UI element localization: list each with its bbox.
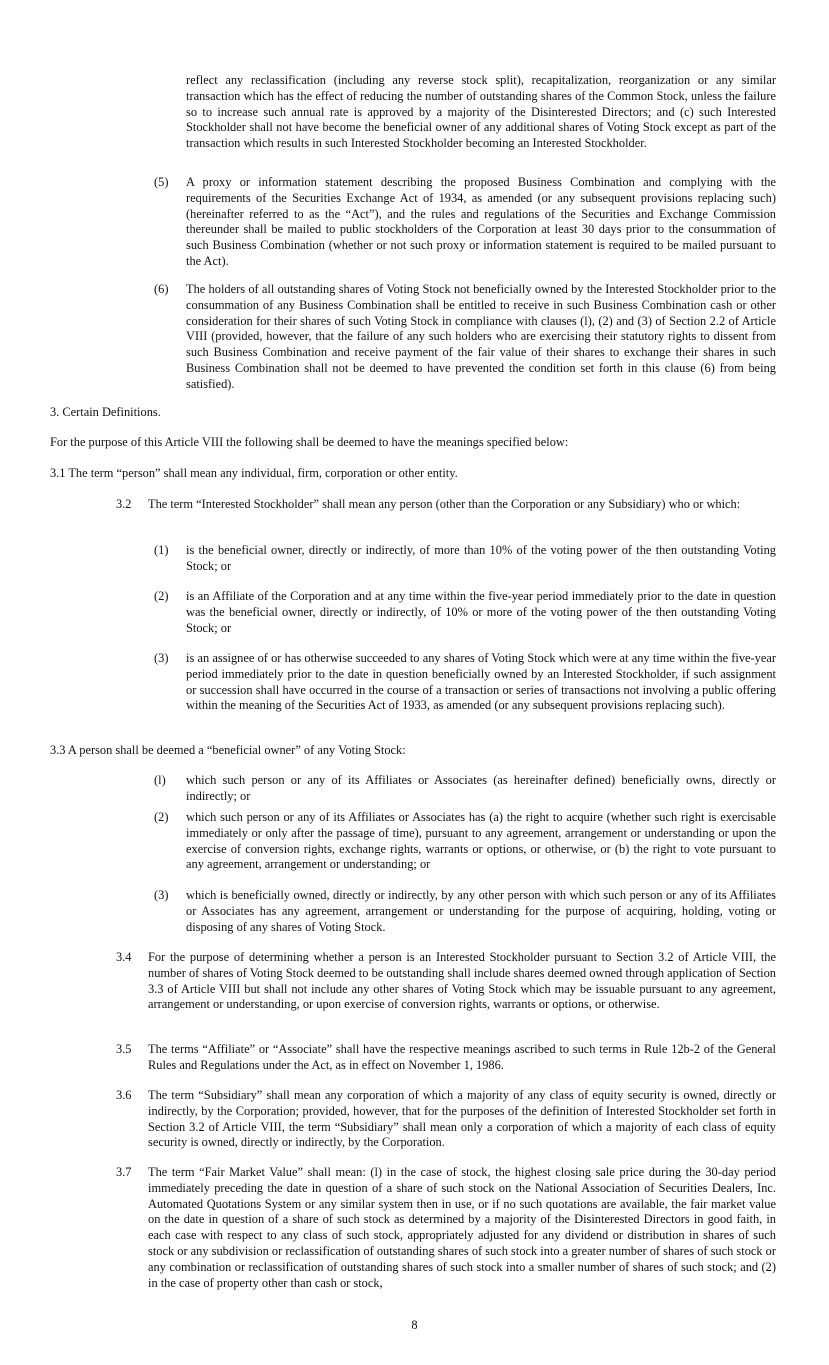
item-text: which such person or any of its Affiliates or Associates has (a) the right to acquire (whether such right is exercisable immediately or only after the passage of time), pursuant to any agreement, arrangement or understanding or upon the exercise of conversion rights, exchange rights, warrants or options, or otherwise, or (b) the right to vote pursuant to any agreement, arrangement or understanding; or (186, 810, 776, 872)
section-intro: For the purpose of this Article VIII the following shall be deemed to have the meanings specified below: (50, 435, 569, 449)
item-text: is the beneficial owner, directly or indirectly, of more than 10% of the voting power of the then outstanding Voting Stock; or (186, 543, 776, 573)
definition-3-3: 3.3 A person shall be deemed a “beneficial owner” of any Voting Stock: (50, 743, 406, 757)
item-text: which is beneficially owned, directly or indirectly, by any other person with which such person or any of its Affiliates or Associates has any agreement, arrangement or understanding for the purpose of acquiring, holding, voting or disposing of any shares of Voting Stock. (186, 888, 776, 934)
definition-3-4: For the purpose of determining whether a person is an Interested Stockholder pursuant to Section 3.2 of Article VIII, the number of shares of Voting Stock deemed to be outstanding shall include shares deemed owned through application of Section 3.3 of Article VIII but shall not include any other shares of Voting Stock which may be issuable pursuant to any agreement, arrangement or understanding, or upon exercise of conversion rights, warrants or options, or otherwise. (148, 950, 776, 1012)
definition-3-1: 3.1 The term “person” shall mean any individual, firm, corporation or other entity. (50, 466, 458, 480)
item-number: (l) (154, 773, 166, 787)
definition-3-6: The term “Subsidiary” shall mean any corporation of which a majority of any class of equity security is owned, directly or indirectly, by the Corporation; provided, however, that for the purposes of the definition of Interested Stockholder set forth in Section 3.2 of Article VIII, the term “Subsidiary” shall mean only a corporation of which a majority of each class of equity security is owned, directly or indirectly, by the Corporation. (148, 1088, 776, 1150)
item-number: (2) (154, 589, 169, 603)
item-number: (1) (154, 543, 169, 557)
definition-3-2: The term “Interested Stockholder” shall mean any person (other than the Corporation or any Subsidiary) who or which: (148, 497, 741, 511)
definition-3-7: The term “Fair Market Value” shall mean: (l) in the case of stock, the highest closing sale price during the 30-day period immediately preceding the date in question of a share of such stock on the National Association of Securities Dealers, Inc. Automated Quotations System or any similar system then in use, or if no such quotations are available, the fair market value on the date in question of a share of such stock as determined by a majority of the Disinterested Directors in good faith, in each case with respect to any class of such stock, appropriately adjusted for any dividend or distribution in shares of such stock or any subdivision or reclassification of outstanding shares of such stock into a greater number of shares of such stock or any combination or reclassification of outstanding shares of such stock into a smaller number of shares of such stock; and (2) in the case of property other than cash or stock, (148, 1165, 776, 1290)
item-number: (6) (154, 282, 169, 296)
item-text: which such person or any of its Affiliates or Associates (as hereinafter defined) beneficially owns, directly or indirectly; or (186, 773, 776, 803)
item-number: (3) (154, 651, 169, 665)
item-number: (5) (154, 175, 169, 189)
item-number: (2) (154, 810, 169, 824)
item-number: (3) (154, 888, 169, 902)
section-number: 3.5 (116, 1042, 132, 1056)
item-text: is an assignee of or has otherwise succeeded to any shares of Voting Stock which were at any time within the five-year period immediately prior to the date in question beneficially owned by an Interested Stockholder, if such assignment or succession shall have occurred in the course of a transaction or series of transactions not involving a public offering within the meaning of the Securities Act of 1933, as amended (or any subsequent provisions replacing such). (186, 651, 776, 713)
item-text: A proxy or information statement describing the proposed Business Combination and complying with the requirements of the Securities Exchange Act of 1934, as amended (or any subsequent provisions replacing such) (hereinafter referred to as the “Act”), and the rules and regulations of the Securities and Exchange Commission thereunder shall be mailed to public stockholders of the Corporation at least 30 days prior to the consummation of such Business Combination (whether or not such proxy or information statement is required to be mailed pursuant to the Act). (186, 175, 776, 268)
section-number: 3.7 (116, 1165, 132, 1179)
definition-3-5: The terms “Affiliate” or “Associate” shall have the respective meanings ascribed to such terms in Rule 12b-2 of the General Rules and Regulations under the Act, as in effect on November 1, 1986. (148, 1042, 776, 1072)
item-text: The holders of all outstanding shares of Voting Stock not beneficially owned by the Interested Stockholder prior to the consummation of any Business Combination shall be entitled to receive in such Business Combination cash or other consideration for their shares of such Voting Stock in compliance with clauses (l), (2) and (3) of Section 2.2 of Article VIII (provided, however, that the failure of any such holders who are exercising their statutory rights to dissent from such Business Combination and receive payment of the fair value of their shares to exchange their shares in such Business Combination shall not be deemed to have prevented the condition set forth in this clause (6) from being satisfied). (186, 282, 776, 391)
continued-paragraph: reflect any reclassification (including any reverse stock split), recapitalization, reorganization or any similar transaction which has the effect of reducing the number of outstanding shares of the Common Stock, unless the failure so to increase such annual rate is approved by a majority of the Disinterested Directors; and (c) such Interested Stockholder shall not have become the beneficial owner of any additional shares of Voting Stock except as part of the transaction which results in such Interested Stockholder becoming an Interested Stockholder. (186, 73, 776, 151)
item-text: is an Affiliate of the Corporation and at any time within the five-year period immediately prior to the date in question was the beneficial owner, directly or indirectly, of 10% or more of the voting power of the then outstanding Voting Stock; or (186, 589, 776, 635)
section-number: 3.6 (116, 1088, 132, 1102)
section-number: 3.2 (116, 497, 132, 511)
section-number: 3.4 (116, 950, 132, 964)
page-number: 8 (411, 1318, 418, 1332)
section-heading: 3. Certain Definitions. (50, 405, 161, 419)
